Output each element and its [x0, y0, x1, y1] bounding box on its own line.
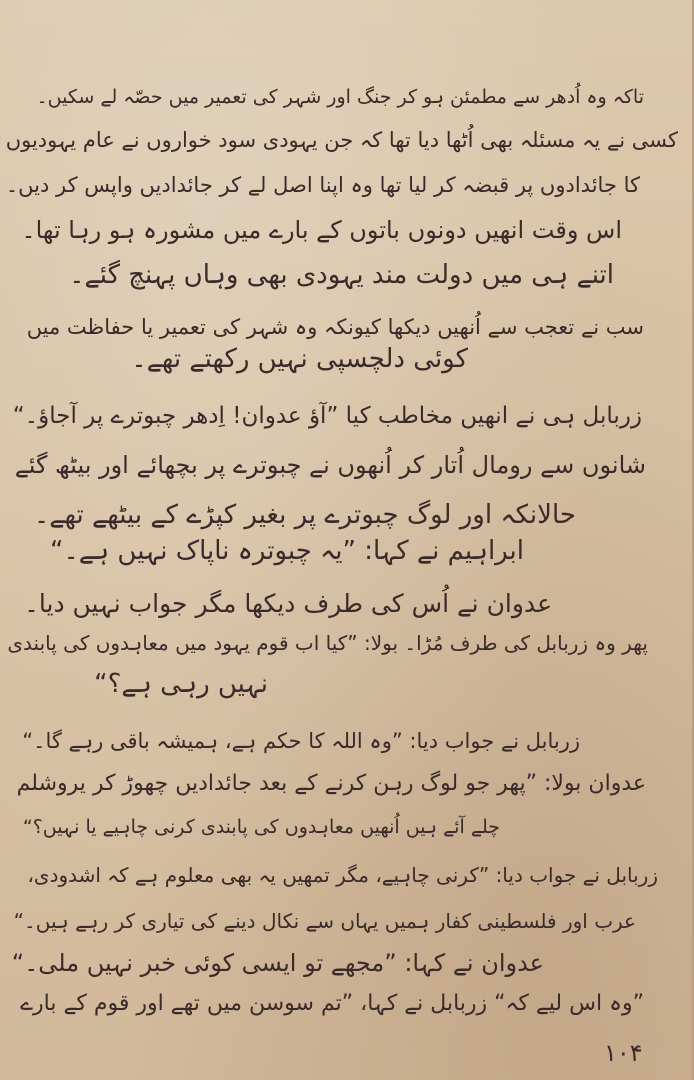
text-line-2: کسی نے یہ مسئلہ بھی اُٹھا دیا تھا کہ جن یہودی سود خواروں نے عام یہودیوں: [5, 128, 678, 152]
text-line-15: زربابل نے جواب دیا: ”وہ اللہ کا حکم ہے، ہمیشہ باقی رہے گا۔“: [22, 729, 580, 753]
text-line-4: اس وقت انھیں دونوں باتوں کے بارے میں مشورہ ہو رہا تھا۔: [21, 216, 622, 244]
text-line-12: عدوان نے اُس کی طرف دیکھا مگر جواب نہیں دیا۔: [24, 589, 552, 618]
text-line-19: عرب اور فلسطینی کفار ہمیں یہاں سے نکال دینے کی تیاری کر رہے ہیں۔“: [13, 909, 636, 933]
text-line-21: ”وہ اس لیے کہ“ زربابل نے کہا، ”تم سوسن میں تھے اور قوم کے بارے: [20, 991, 644, 1016]
text-line-7: کوئی دلچسپی نہیں رکھتے تھے۔: [131, 344, 468, 374]
text-line-20: عدوان نے کہا: ”مجھے تو ایسی کوئی خبر نہیں ملی۔“: [11, 949, 544, 977]
text-line-8: زربابل ہی نے انھیں مخاطب کیا ”آؤ عدوان! اِدھر چبوترے پر آجاؤ۔“: [12, 403, 642, 429]
text-line-10: حالانکہ اور لوگ چبوترے پر بغیر کپڑے کے بیٹھے تھے۔: [34, 500, 576, 530]
text-line-11: ابراہیم نے کہا: ”یہ چبوترہ ناپاک نہیں ہے۔“: [49, 536, 524, 566]
text-line-5: اتنے ہی میں دولت مند یہودی بھی وہاں پہنچ گئے۔: [69, 260, 614, 290]
page-number: ۱۰۴: [604, 1039, 643, 1067]
text-line-3: کا جائدادوں پر قبضہ کر لیا تھا وہ اپنا اصل لے کر جائدادیں واپس کر دیں۔: [5, 173, 640, 197]
text-line-16: عدوان بولا: ”پھر جو لوگ رہن کرنے کے بعد جائدادیں چھوڑ کر یروشلم: [16, 771, 646, 796]
text-line-18: زربابل نے جواب دیا: ”کرنی چاہیے، مگر تمھیں یہ بھی معلوم ہے کہ اشدودی،: [27, 863, 658, 887]
text-line-1: تاکہ وہ اُدھر سے مطمئن ہو کر جنگ اور شہر کی تعمیر میں حصّہ لے سکیں۔: [36, 86, 644, 108]
text-line-6: سب نے تعجب سے اُنھیں دیکھا کیونکہ وہ شہر کی تعمیر یا حفاظت میں: [26, 315, 644, 339]
text-line-17: چلے آئے ہیں اُنھیں معاہدوں کی پابندی کرنی چاہیے یا نہیں؟“: [22, 816, 500, 838]
text-line-14: نہیں رہی ہے؟“: [94, 669, 268, 699]
text-line-9: شانوں سے رومال اُتار کر اُنھوں نے چبوترے پر بچھائے اور بیٹھ گئے: [14, 451, 646, 479]
text-line-13: پھر وہ زربابل کی طرف مُڑا۔ بولا: ”کیا اب قوم یہود میں معاہدوں کی پابندی: [7, 631, 648, 655]
